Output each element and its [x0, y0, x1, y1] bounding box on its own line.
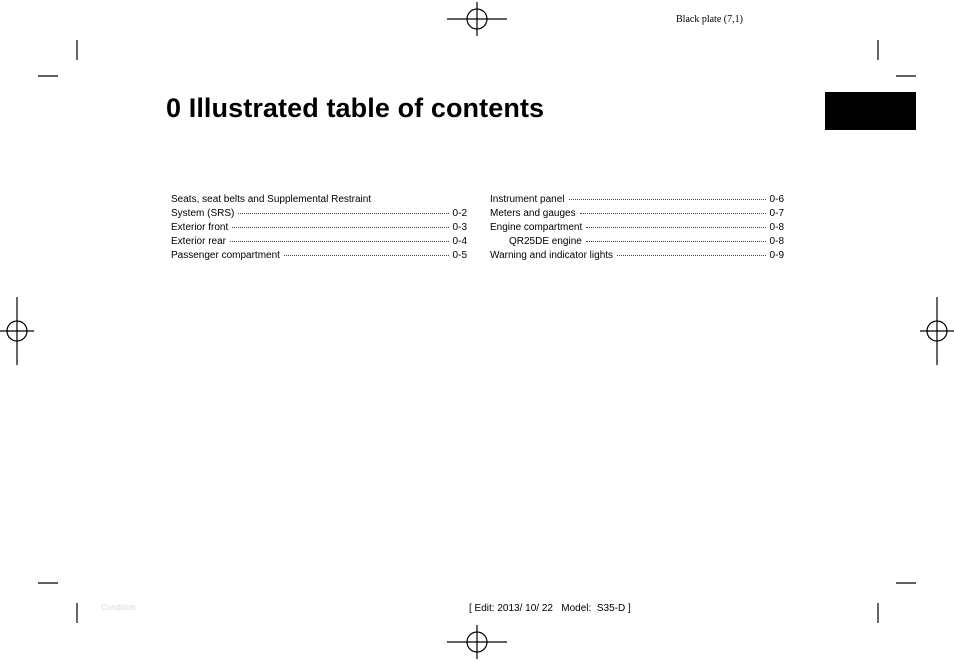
toc-entry-qr25de-engine[interactable] — [490, 235, 784, 249]
toc-entry-label: Meters and gauges — [490, 208, 576, 219]
toc-entry-label: Exterior front — [171, 222, 229, 233]
toc-page-number: 0-3 — [452, 222, 467, 233]
toc-column-left — [171, 193, 467, 263]
toc-leader — [238, 213, 448, 214]
toc-entry-label: Instrument panel — [490, 194, 565, 205]
registration-target-icon — [447, 2, 507, 36]
toc-leader — [232, 227, 448, 228]
toc-entry-exterior-rear[interactable] — [171, 235, 467, 249]
registration-target-icon — [920, 297, 954, 365]
toc-column-right — [490, 193, 784, 263]
toc-page-number: 0-4 — [452, 236, 467, 247]
toc-leader — [230, 241, 449, 242]
section-tab — [825, 92, 916, 130]
toc-entry-instrument-panel[interactable] — [490, 193, 784, 207]
toc-leader — [586, 241, 766, 242]
registration-target-icon — [447, 625, 507, 659]
toc-page-number: 0-7 — [769, 208, 784, 219]
toc-entry-label: Seats, seat belts and Supplemental Restraint — [171, 194, 372, 205]
toc-entry-label: Exterior rear — [171, 236, 227, 247]
toc-page-number: 0-6 — [769, 194, 784, 205]
toc-entry-label: System (SRS) — [171, 208, 235, 219]
toc-page-number: 0-9 — [769, 250, 784, 261]
toc-entry-label: QR25DE engine — [509, 236, 582, 247]
toc-leader — [617, 255, 766, 256]
toc-page-number: 0-5 — [452, 250, 467, 261]
toc-entry-exterior-front[interactable] — [171, 221, 467, 235]
toc-leader — [580, 213, 766, 214]
toc-page-number: 0-2 — [452, 208, 467, 219]
toc-page-number: 0-8 — [769, 222, 784, 233]
toc-entry-meters-and-gauges[interactable] — [490, 207, 784, 221]
toc-page-number: 0-8 — [769, 236, 784, 247]
crop-marks — [38, 40, 916, 623]
registration-target-icon — [0, 297, 34, 365]
toc-entry-label: Passenger compartment — [171, 250, 280, 261]
condition-label: Condition: — [101, 603, 138, 612]
toc-entry-label: Warning and indicator lights — [490, 250, 614, 261]
toc-entry-engine-compartment[interactable] — [490, 221, 784, 235]
toc-entry-srs[interactable] — [171, 207, 467, 221]
toc-entry-passenger-compartment[interactable] — [171, 249, 467, 263]
toc-leader — [284, 255, 449, 256]
page-title: 0 Illustrated table of contents — [166, 93, 545, 123]
toc-entry-label: Engine compartment — [490, 222, 583, 233]
plate-label: Black plate (7,1) — [676, 14, 743, 25]
toc-entry-warning-lights[interactable] — [490, 249, 784, 263]
toc-leader — [586, 227, 765, 228]
edit-info: [ Edit: 2013/ 10/ 22 Model: S35-D ] — [469, 603, 631, 614]
toc-leader — [569, 199, 766, 200]
